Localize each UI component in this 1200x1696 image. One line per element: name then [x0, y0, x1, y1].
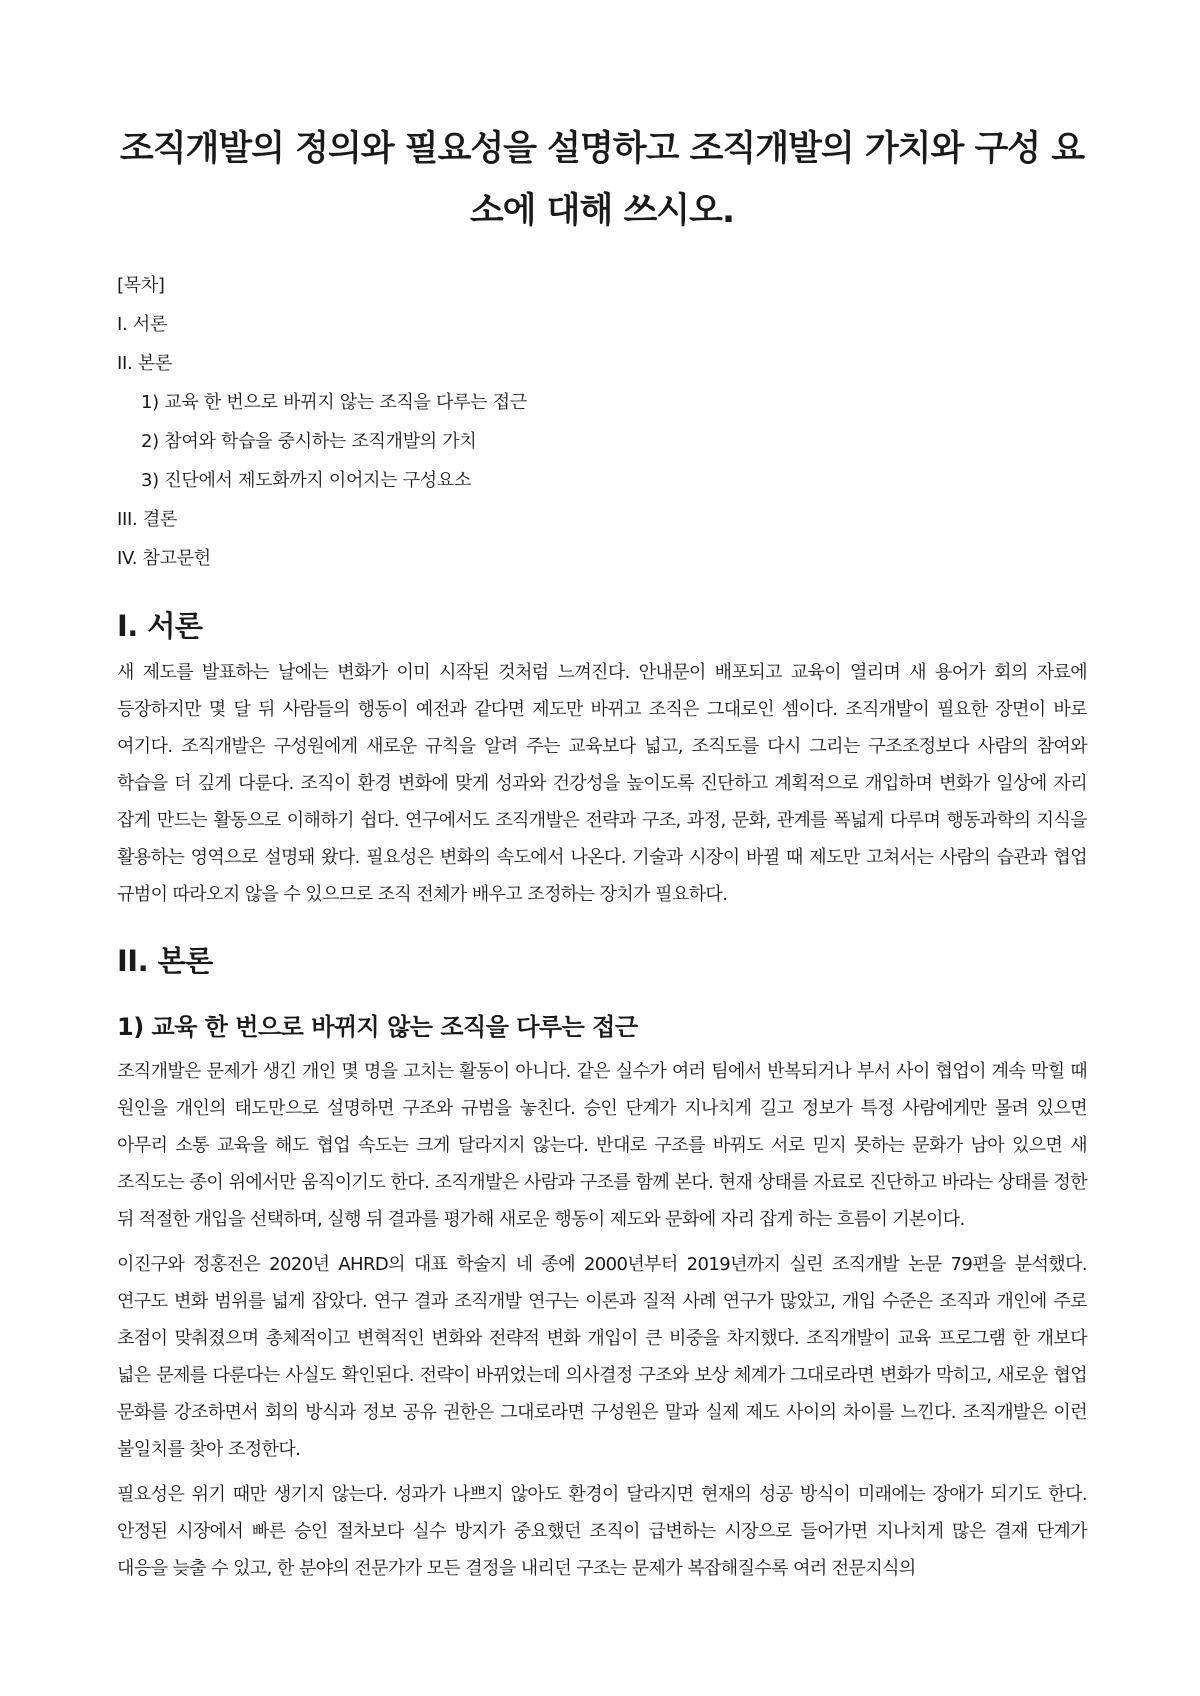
toc-heading: [목차]	[117, 275, 165, 296]
toc-item: IV. 참고문헌	[117, 548, 211, 569]
toc-subitem: 3) 진단에서 제도화까지 이어지는 구성요소	[141, 470, 472, 491]
toc-item: I. 서론	[117, 314, 168, 335]
toc-subitem: 1) 교육 한 번으로 바뀌지 않는 조직을 다루는 접근	[141, 392, 527, 413]
table-of-contents	[117, 266, 1087, 578]
subsection-heading-1: 1) 교육 한 번으로 바뀌지 않는 조직을 다루는 접근	[117, 1013, 638, 1041]
body-paragraph: 필요성은 위기 때만 생기지 않는다. 성과가 나쁘지 않아도 환경이 달라지면 현재의 성공 방식이 미래에는 장애가 되기도 한다. 안정된 시장에서 빠른 승인 절차보다 실수 방지가 중요했던 조직이 급변하는 시장으로 들어가면 지나치게 많은 결재 단계가 대응을 늦출 수 있고, 한 분야의 전문가가 모든 결정을 내리던 구조는 문제가 복잡해질수록 여러 전문지식의	[117, 1484, 1087, 1579]
intro-paragraph: 새 제도를 발표하는 날에는 변화가 이미 시작된 것처럼 느껴진다. 안내문이 배포되고 교육이 열리며 새 용어가 회의 자료에 등장하지만 몇 달 뒤 사람들의 행동이 예전과 같다면 제도만 바뀌고 조직은 그대로인 셈이다. 조직개발이 필요한 장면이 바로 여기다. 조직개발은 구성원에게 새로운 규칙을 알려 주는 교육보다 넓고, 조직도를 다시 그리는 구조조정보다 사람의 참여와 학습을 더 깊게 다룬다. 조직이 환경 변화에 맞게 성과와 건강성을 높이도록 진단하고 계획적으로 개입하며 변화가 일상에 자리 잡게 만드는 활동으로 이해하기 쉽다. 연구에서도 조직개발은 전략과 구조, 과정, 문화, 관계를 폭넓게 다루며 행동과학의 지식을 활용하는 영역으로 설명돼 왔다. 필요성은 변화의 속도에서 나온다. 기술과 시장이 바뀔 때 제도만 고쳐서는 사람의 습관과 협업 규범이 따라오지 않을 수 있으므로 조직 전체가 배우고 조정하는 장치가 필요하다.	[117, 662, 1087, 905]
body-paragraph: 조직개발은 문제가 생긴 개인 몇 명을 고치는 활동이 아니다. 같은 실수가 여러 팀에서 반복되거나 부서 사이 협업이 계속 막힐 때 원인을 개인의 태도만으로 설명하면 구조와 규범을 놓친다. 승인 단계가 지나치게 길고 정보가 특정 사람에게만 몰려 있으면 아무리 소통 교육을 해도 협업 속도는 크게 달라지지 않는다. 반대로 구조를 바꿔도 서로 믿지 못하는 문화가 남아 있으면 새 조직도는 종이 위에서만 움직이기도 한다. 조직개발은 사람과 구조를 함께 본다. 현재 상태를 자료로 진단하고 바라는 상태를 정한 뒤 적절한 개입을 선택하며, 실행 뒤 결과를 평가해 새로운 행동이 제도와 문화에 자리 잡게 하는 흐름이 기본이다.	[117, 1061, 1087, 1230]
toc-subitem: 2) 참여와 학습을 중시하는 조직개발의 가치	[141, 431, 477, 452]
body-paragraph: 이진구와 정홍전은 2020년 AHRD의 대표 학술지 네 종에 2000년부터 2019년까지 실린 조직개발 논문 79편을 분석했다. 연구도 변화 범위를 넓게 잡았다. 연구 결과 조직개발 연구는 이론과 질적 사례 연구가 많았고, 개입 수준은 조직과 개인에 주로 초점이 맞춰졌으며 총체적이고 변혁적인 변화와 전략적 변화 개입이 큰 비중을 차지했다. 조직개발이 교육 프로그램 한 개보다 넓은 문제를 다룬다는 사실도 확인된다. 전략이 바뀌었는데 의사결정 구조와 보상 체계가 그대로라면 변화가 막히고, 새로운 협업 문화를 강조하면서 회의 방식과 정보 공유 권한은 그대로라면 구성원은 말과 실제 제도 사이의 차이를 느낀다. 조직개발은 이런 불일치를 찾아 조정한다.	[117, 1254, 1087, 1460]
section-heading-body: II. 본론	[117, 944, 213, 978]
toc-item: II. 본론	[117, 353, 173, 374]
toc-item: III. 결론	[117, 509, 178, 530]
document-title: 조직개발의 정의와 필요성을 설명하고 조직개발의 가치와 구성 요소에 대해 쓰시오.	[119, 129, 1085, 231]
section-heading-intro: I. 서론	[117, 609, 203, 643]
